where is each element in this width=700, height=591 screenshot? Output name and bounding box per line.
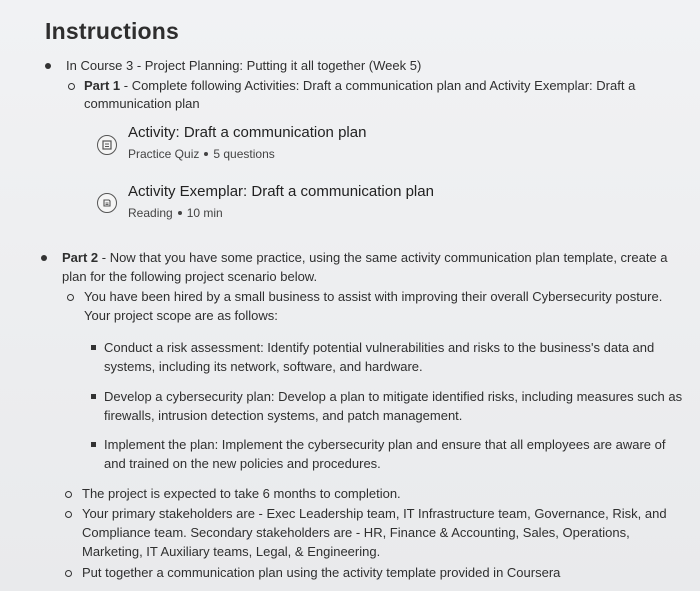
part2-label: Part 2: [62, 250, 99, 265]
scope-item: Implement the plan: Implement the cybersecurity plan and ensure that all employees are aware of: [104, 437, 666, 452]
card-detail: 10 min: [186, 206, 223, 220]
bullet-circle: [68, 83, 75, 90]
stakeholders-line2: Compliance team. Secondary stakeholders are - HR, Finance & Accounting, Sales, Operations,: [82, 525, 630, 540]
bullet-circle: [67, 294, 74, 301]
course-line: In Course 3 - Project Planning: Putting it all together (Week 5): [66, 58, 422, 73]
part2-line: [62, 249, 668, 267]
scope-item-line2: and trained on the new policies and procedures.: [104, 456, 381, 471]
bullet-disc: [45, 63, 51, 69]
card-meta: [128, 206, 223, 220]
card-detail: 5 questions: [213, 147, 275, 161]
scope-item: Develop a cybersecurity plan: Develop a plan to mitigate identified risks, including measures such as: [104, 389, 683, 404]
bullet-circle: [65, 570, 72, 577]
part1-line2: communication plan: [84, 96, 200, 111]
part1-line: [84, 77, 635, 95]
part1-text: - Complete following Activities: Draft a communication plan and Activity Exemplar: Draft a: [120, 78, 636, 93]
bullet-circle: [65, 491, 72, 498]
separator-dot: [204, 152, 208, 156]
bullet-square: [91, 345, 96, 350]
scope-item-line2: firewalls, intrusion detection systems, and patch management.: [104, 408, 463, 423]
separator-dot: [178, 211, 182, 215]
bullet-square: [91, 394, 96, 399]
card-meta: [128, 147, 275, 161]
scenario-line2: Your project scope are as follows:: [84, 308, 278, 323]
timeline-line: The project is expected to take 6 months to completion.: [82, 486, 401, 501]
quiz-icon: [97, 135, 117, 155]
card-title[interactable]: Activity Exemplar: Draft a communication plan: [128, 183, 434, 200]
card-type: Reading: [128, 206, 173, 220]
bullet-square: [91, 442, 96, 447]
part2-text: - Now that you have some practice, using the same activity communication plan template, create a: [98, 250, 668, 265]
bullet-circle: [65, 511, 72, 518]
bullet-disc: [41, 255, 47, 261]
card-type: Practice Quiz: [128, 147, 200, 161]
deliverable-line: Put together a communication plan using the activity template provided in Coursera: [82, 565, 561, 580]
card-title[interactable]: Activity: Draft a communication plan: [128, 124, 367, 141]
page-title: Instructions: [45, 18, 180, 44]
stakeholders-line3: Marketing, IT Auxiliary teams, Legal, & Engineering.: [82, 544, 381, 559]
reading-icon: [97, 193, 117, 213]
scope-item-line2: systems, including its network, software, and hardware.: [104, 359, 423, 374]
stakeholders-line: Your primary stakeholders are - Exec Leadership team, IT Infrastructure team, Governance, Risk, and: [82, 506, 667, 521]
part1-label: Part 1: [84, 78, 121, 93]
scope-item: Conduct a risk assessment: Identify potential vulnerabilities and risks to the business's data and: [104, 340, 655, 355]
scenario-line: You have been hired by a small business to assist with improving their overall Cybersecurity posture.: [84, 289, 663, 304]
part2-line2: plan for the following project scenario below.: [62, 269, 318, 284]
